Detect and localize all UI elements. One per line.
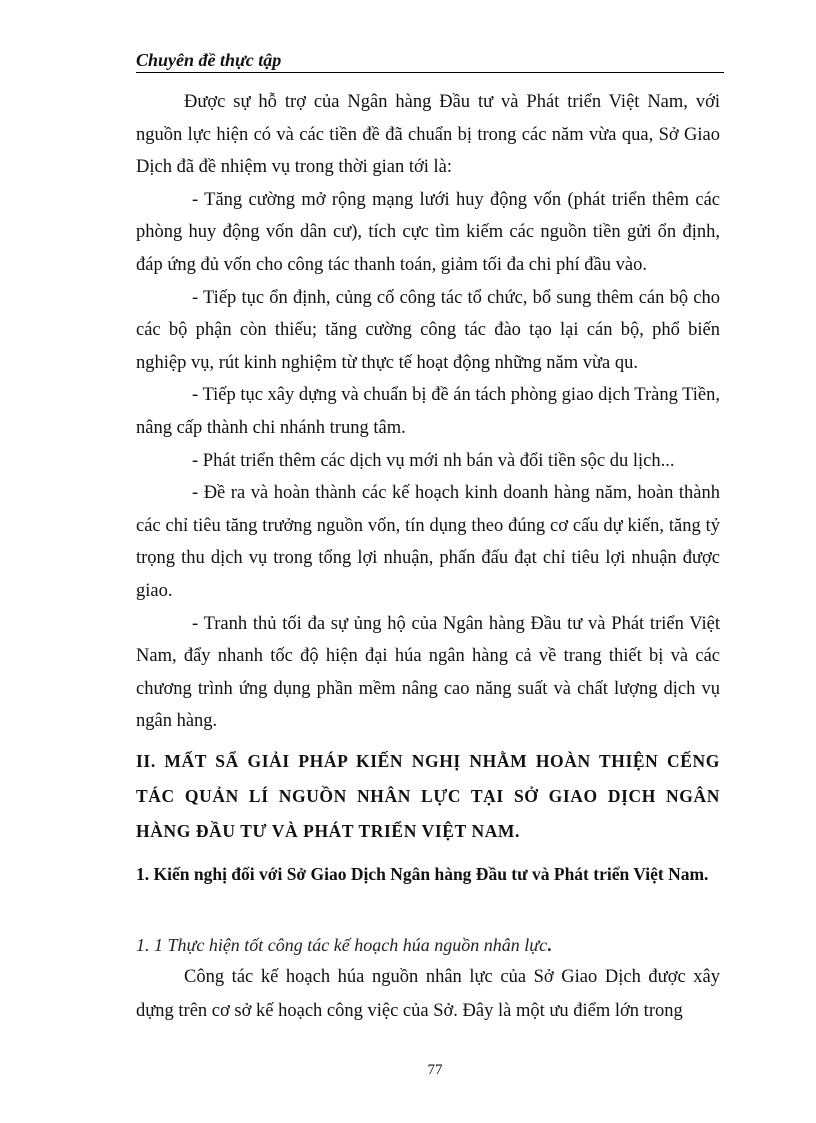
bullet-paragraph: - Phát triển thêm các dịch vụ mới nh bán và đổi tiền sộc du lịch... [192,450,675,471]
subsubsection-heading-text: 1. 1 Thực hiện tốt công tác kế hoạch húa nguồn nhân lực [136,935,548,955]
bullet-paragraph: - Tiếp tục xây dựng và chuẩn bị đề án tách phòng giao dịch Tràng Tiền, nâng cấp thành chi nhánh trung tâm. [136,385,720,438]
running-header-title: Chuyên đề thực tập [136,50,282,70]
body-text-continued [136,960,720,1028]
closing-paragraph: Công tác kế hoạch húa nguồn nhân lực của Sở Giao Dịch được xây dựng trên cơ sở kế hoạch công việc của Sở. Đây là một ưu điểm lớn trong [136,967,720,1021]
bullet-paragraph: - Đề ra và hoàn thành các kế hoạch kinh doanh hàng năm, hoàn thành các chỉ tiêu tăng trưởng nguồn vốn, tín dụng theo đúng cơ cấu dự kiến, tăng tỷ trọng thu dịch vụ trong tổng lợi nhuận, phấn đấu đạt chỉ tiêu lợi nhuận được giao. [136,483,720,601]
page-number: 77 [427,1062,443,1078]
section-heading: II. MẤT SẨ GIẢI PHÁP KIẾN NGHỊ NHẰM HOÀN THIỆN CẾNG TÁC QUẢN LÍ NGUỒN NHÂN LỰC TẠI SỞ GIAO DỊCH NGÂN HÀNG ĐẦU TƯ VÀ PHÁT TRIỂN VIỆT NAM. [136,751,720,841]
bullet-paragraph: - Tranh thủ tối đa sự ủng hộ của Ngân hàng Đầu tư và Phát triển Việt Nam, đẩy nhanh tốc độ hiện đại húa ngân hàng cả về trang thiết bị và các chương trình ứng dụng phần mềm nâng cao năng suất và chất lượng dịch vụ ngân hàng. [136,613,720,732]
intro-paragraph: Được sự hỗ trợ của Ngân hàng Đầu tư và Phát triển Việt Nam, với nguồn lực hiện có và các tiền đề đã chuẩn bị trong các năm vừa qua, Sở Giao Dịch đã đề nhiệm vụ trong thời gian tới là: [136,92,720,178]
running-header [136,48,724,73]
subsubsection-heading-period: . [547,935,552,955]
body-text [136,86,720,738]
subsubsection-heading [136,930,720,960]
subsection-heading: 1. Kiến nghị đối với Sở Giao Dịch Ngân hàng Đầu tư và Phát triển Việt Nam. [136,864,709,884]
bullet-paragraph: - Tiếp tục ổn định, củng cố công tác tổ chức, bổ sung thêm cán bộ cho các bộ phận còn thiếu; tăng cường công tác đào tạo lại cán bộ, phổ biến nghiệp vụ, rút kinh nghiệm từ thực tế hoạt động những năm vừa qu. [136,287,720,373]
bullet-paragraph: - Tăng cường mở rộng mạng lưới huy động vốn (phát triển thêm các phòng huy động vốn dân cư), tích cực tìm kiếm các nguồn tiền gửi ổn định, đáp ứng đủ vốn cho công tác thanh toán, giảm tối đa chi phí đầu vào. [136,189,720,275]
